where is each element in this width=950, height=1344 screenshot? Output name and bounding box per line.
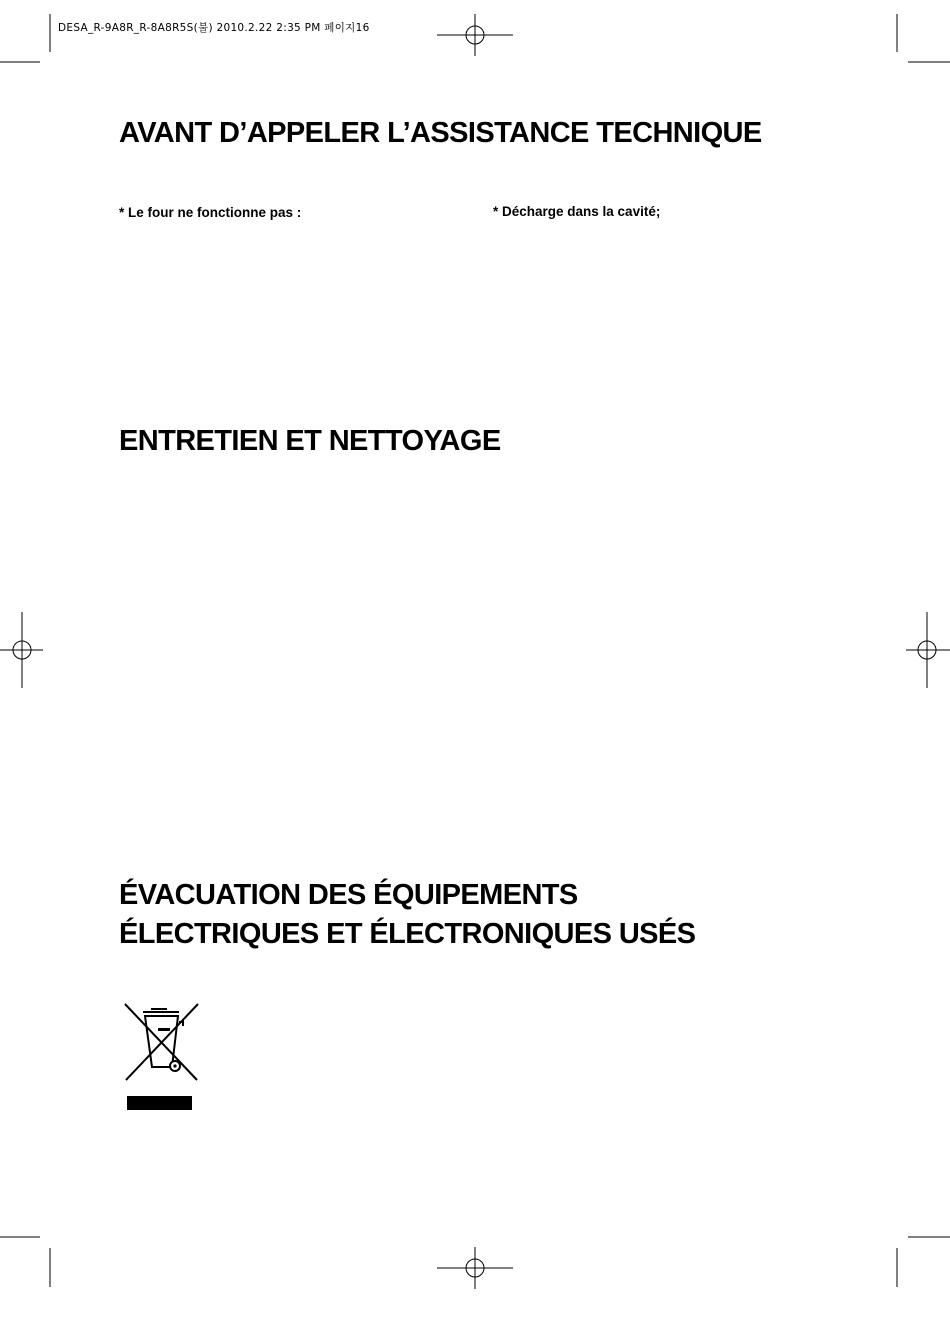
registration-target-bottom <box>437 1247 513 1289</box>
registration-target-top <box>437 14 513 56</box>
item-oven-not-working: * Le four ne fonctionne pas : <box>119 205 302 220</box>
section-title-before-calling: AVANT D’APPELER L’ASSISTANCE TECHNIQUE <box>119 117 762 149</box>
registration-target-left <box>0 612 43 688</box>
section-title-maintenance: ENTRETIEN ET NETTOYAGE <box>119 425 501 457</box>
crossed-out-wheelie-bin-icon <box>121 1000 203 1114</box>
registration-target-right <box>906 612 950 688</box>
print-header-stamp: DESA_R-9A8R_R-8A8R5S(불) 2010.2.22 2:35 PM 페이지16 <box>58 22 370 34</box>
item-cavity-sparking: * Décharge dans la cavité; <box>493 204 661 219</box>
section-title-disposal-line1: ÉVACUATION DES ÉQUIPEMENTS <box>119 879 578 911</box>
section-title-disposal-line2: ÉLECTRIQUES ET ÉLECTRONIQUES USÉS <box>119 918 696 950</box>
